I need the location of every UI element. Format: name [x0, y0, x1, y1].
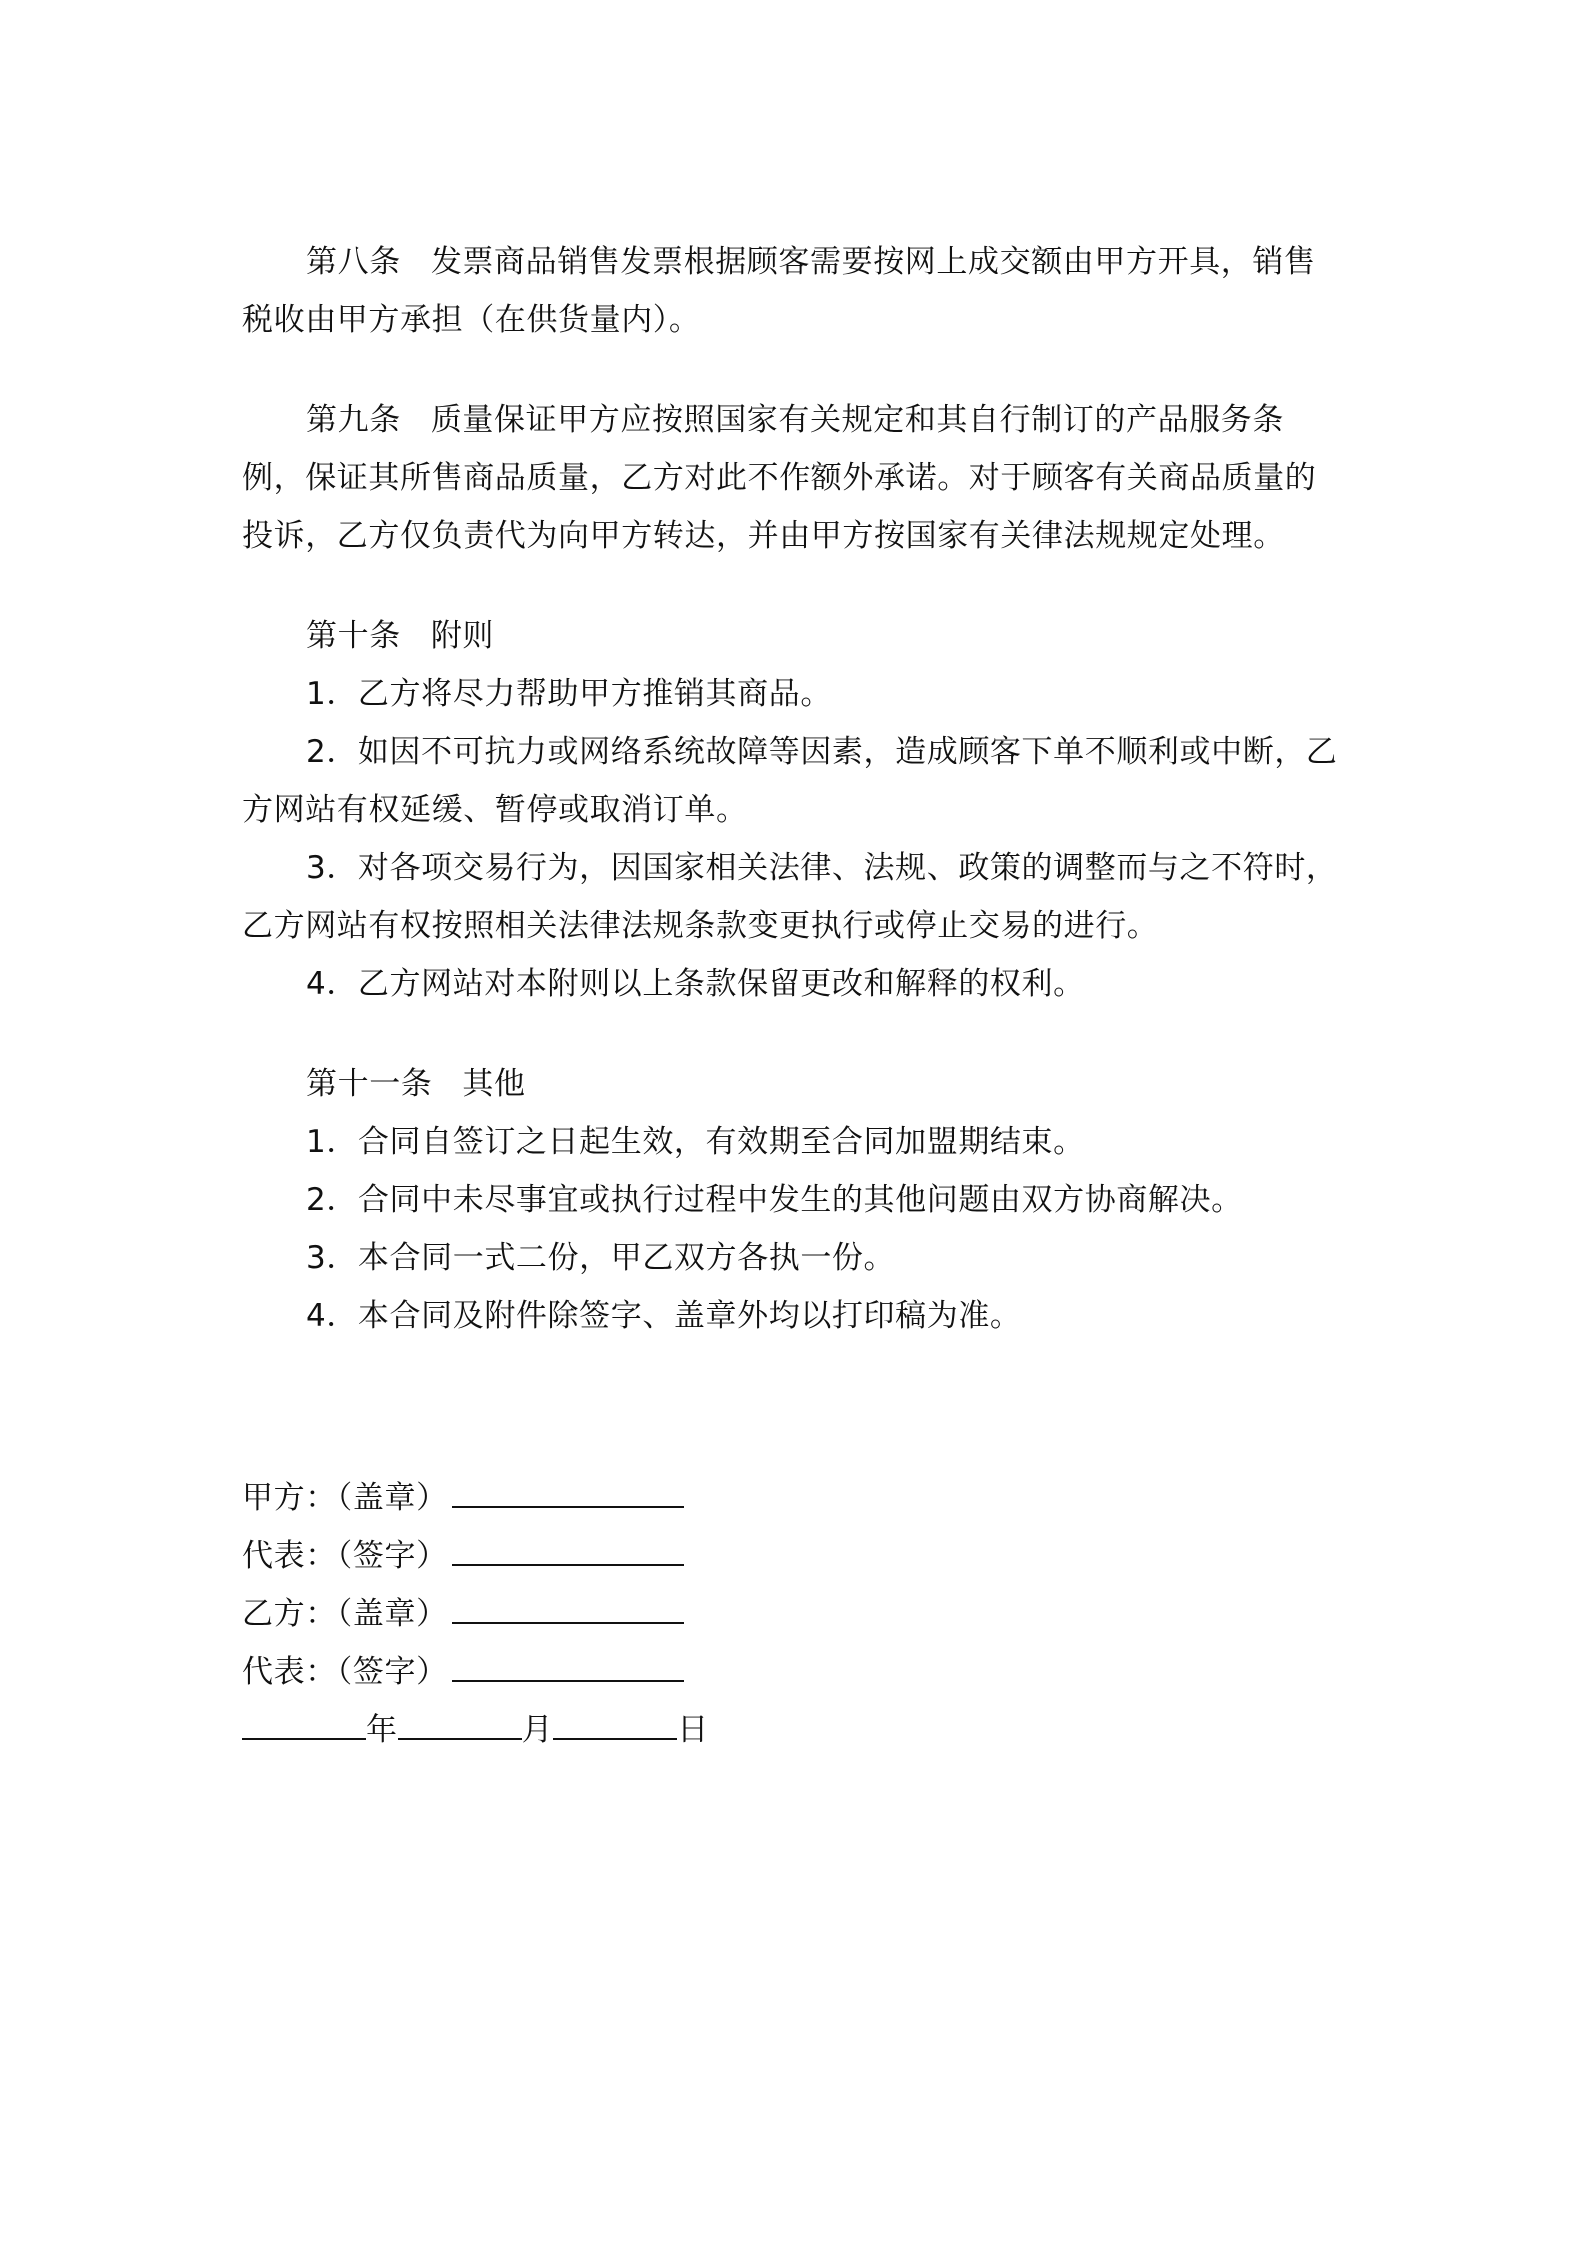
month-blank — [398, 1710, 522, 1740]
article-8-heading: 第八条 — [306, 244, 401, 280]
party-b-rep-label: 代表：（签字） — [242, 1654, 448, 1690]
party-a-seal-line — [242, 1469, 1352, 1527]
party-a-seal-label: 甲方：（盖章） — [242, 1480, 448, 1516]
date-line — [242, 1701, 1352, 1759]
day-blank — [553, 1710, 677, 1740]
article-11-heading: 第十一条 — [306, 1066, 433, 1102]
article-11-item-4: 4．本合同及附件除签字、盖章外均以打印稿为准。 — [306, 1298, 1022, 1334]
party-b-seal-blank — [452, 1594, 684, 1624]
section-spacer — [242, 565, 1352, 607]
party-a-rep-blank — [452, 1536, 684, 1566]
article-10-item-3-line-2: 乙方网站有权按照相关法律法规条款变更执行或停止交易的进行。 — [242, 908, 1159, 944]
article-9-heading: 第九条 — [306, 402, 401, 438]
party-b-rep-line — [242, 1643, 1352, 1701]
article-8-line-2: 税收由甲方承担（在供货量内）。 — [242, 302, 701, 338]
article-9-line-3: 投诉，乙方仅负责代为向甲方转达，并由甲方按国家有关律法规规定处理。 — [242, 518, 1285, 554]
section-spacer — [242, 1013, 1352, 1055]
article-8-text-1: 发票商品销售发票根据顾客需要按网上成交额由甲方开具，销售 — [430, 244, 1316, 280]
article-10-item-3-line-1: 3．对各项交易行为，因国家相关法律、法规、政策的调整而与之不符时， — [306, 850, 1338, 886]
article-9-line-2: 例，保证其所售商品质量，乙方对此不作额外承诺。对于顾客有关商品质量的 — [242, 460, 1317, 496]
signature-spacer — [242, 1345, 1352, 1469]
year-label: 年 — [366, 1712, 398, 1748]
day-label: 日 — [677, 1712, 709, 1748]
article-11-item-2: 2．合同中未尽事宜或执行过程中发生的其他问题由双方协商解决。 — [306, 1182, 1243, 1218]
article-9-text-1: 质量保证甲方应按照国家有关规定和其自行制订的产品服务条 — [430, 402, 1285, 438]
party-a-rep-line — [242, 1527, 1352, 1585]
month-label: 月 — [521, 1712, 554, 1748]
party-b-seal-line — [242, 1585, 1352, 1643]
article-10-heading-line — [242, 607, 1352, 665]
article-8-line-1 — [242, 233, 1352, 291]
party-a-seal-blank — [452, 1478, 684, 1508]
article-10-item-2-line-2: 方网站有权延缓、暂停或取消订单。 — [242, 792, 748, 828]
party-b-seal-label: 乙方：（盖章） — [242, 1596, 448, 1632]
article-11-item-3: 3．本合同一式二份，甲乙双方各执一份。 — [306, 1240, 896, 1276]
article-10-item-4: 4．乙方网站对本附则以上条款保留更改和解释的权利。 — [306, 966, 1085, 1002]
party-a-rep-label: 代表：（签字） — [242, 1538, 448, 1574]
article-10-item-2-line-1: 2．如因不可抗力或网络系统故障等因素，造成顾客下单不顺利或中断，乙 — [306, 734, 1338, 770]
section-spacer — [242, 349, 1352, 391]
article-11-item-1: 1．合同自签订之日起生效，有效期至合同加盟期结束。 — [306, 1124, 1085, 1160]
article-9-line-1 — [242, 391, 1352, 449]
article-10-heading: 第十条 — [306, 618, 401, 654]
contract-content — [242, 233, 1352, 1759]
year-blank — [242, 1710, 366, 1740]
article-11-title: 其他 — [462, 1066, 526, 1102]
party-b-rep-blank — [452, 1652, 684, 1682]
article-10-item-1: 1．乙方将尽力帮助甲方推销其商品。 — [306, 676, 832, 712]
article-11-heading-line — [242, 1055, 1352, 1113]
article-10-title: 附则 — [430, 618, 495, 654]
